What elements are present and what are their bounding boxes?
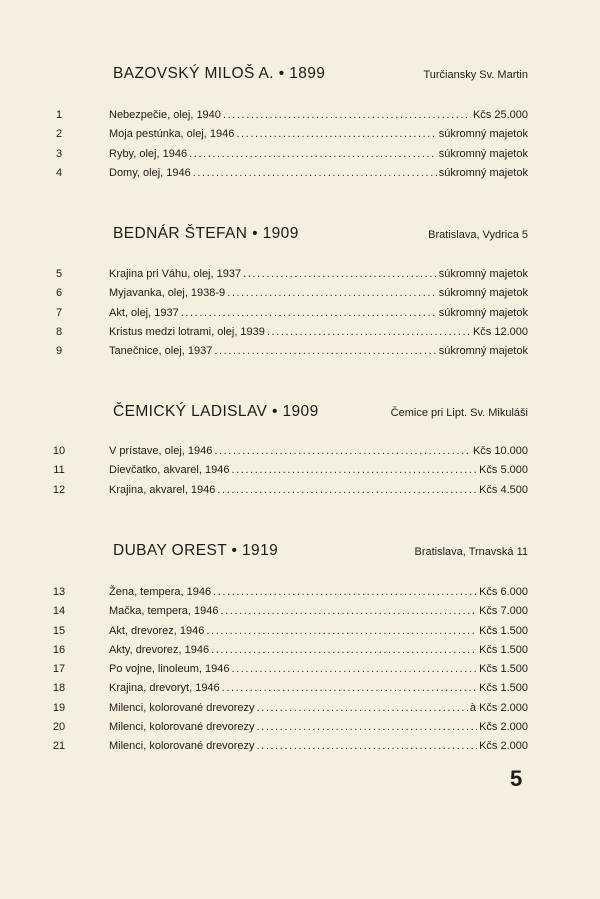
entry-number: 17 <box>52 663 66 676</box>
leader-dots <box>243 268 437 280</box>
list-item <box>0 109 600 128</box>
entry-owner: Kčs 7.000 <box>479 605 528 618</box>
entry-owner: súkromný majetok <box>438 268 528 280</box>
list-item <box>0 644 600 663</box>
entry-title: Kristus medzi lotrami, olej, 1939 <box>109 325 265 338</box>
entry-number: 20 <box>52 721 66 734</box>
entry-owner: Kčs 10.000 <box>472 445 528 457</box>
list-item <box>0 586 600 605</box>
entry-number: 15 <box>52 624 66 637</box>
entry-title: V prístave, olej, 1946 <box>109 445 213 457</box>
leader-dots <box>181 307 437 319</box>
list-item <box>0 740 600 759</box>
entry-title: Ryby, olej, 1946 <box>109 147 188 160</box>
entry-title: Dievčatko, akvarel, 1946 <box>109 464 230 477</box>
list-item <box>0 307 600 326</box>
artist-name: BAZOVSKÝ MILOŠ A. • 1899 <box>113 65 326 82</box>
entry-title: Domy, olej, 1946 <box>109 166 191 179</box>
artist-place: Turčiansky Sv. Martin <box>423 69 528 81</box>
leader-dots <box>257 702 468 714</box>
entry-owner: Kčs 4.500 <box>479 483 528 496</box>
entry-title: Moja pestúnka, olej, 1946 <box>109 128 235 141</box>
list-item <box>0 148 600 167</box>
entry-owner: súkromný majetok <box>438 306 528 319</box>
entry-owner: Kčs 2.000 <box>479 740 528 753</box>
entry-owner: Kčs 6.000 <box>479 586 528 598</box>
entry-number: 21 <box>52 740 66 753</box>
artist-header <box>113 403 528 425</box>
leader-dots <box>227 287 437 299</box>
entry-title: Krajina, drevoryt, 1946 <box>109 682 220 695</box>
list-item <box>0 663 600 682</box>
list-item <box>0 484 600 503</box>
entry-number: 12 <box>52 483 66 496</box>
leader-dots <box>211 644 477 656</box>
entry-title: Žena, tempera, 1946 <box>109 586 212 598</box>
list-item <box>0 445 600 464</box>
list-item <box>0 625 600 644</box>
entry-title: Tanečnice, olej, 1937 <box>109 345 213 358</box>
list-item <box>0 605 600 624</box>
artist-place: Bratislava, Trnavská 11 <box>414 546 528 558</box>
entry-number: 10 <box>52 445 66 457</box>
list-item <box>0 721 600 740</box>
entry-title: Akt, drevorez, 1946 <box>109 624 205 637</box>
entry-number: 3 <box>55 147 63 160</box>
artist-name: DUBAY OREST • 1919 <box>113 542 279 559</box>
leader-dots <box>214 345 436 357</box>
entry-owner: Kčs 12.000 <box>472 325 528 338</box>
entry-number: 6 <box>55 287 63 300</box>
page-number: 5 <box>510 766 523 791</box>
leader-dots <box>257 721 478 733</box>
entry-list <box>0 445 600 503</box>
entry-number: 1 <box>55 109 63 121</box>
leader-dots <box>217 484 477 496</box>
entry-owner: Kčs 5.000 <box>479 464 528 477</box>
entry-owner: súkromný majetok <box>438 345 528 358</box>
entry-title: Krajina, akvarel, 1946 <box>109 483 216 496</box>
artist-name: ČEMICKÝ LADISLAV • 1909 <box>113 403 319 420</box>
entry-number: 5 <box>55 268 63 280</box>
entry-owner: súkromný majetok <box>438 128 528 141</box>
entry-list <box>0 586 600 760</box>
entry-title: Akty, drevorez, 1946 <box>109 643 210 656</box>
entry-number: 16 <box>52 643 66 656</box>
list-item <box>0 268 600 287</box>
entry-number: 19 <box>52 701 66 714</box>
leader-dots <box>236 128 436 140</box>
entry-title: Akt, olej, 1937 <box>109 306 179 319</box>
entry-owner: Kčs 2.000 <box>479 721 528 734</box>
entry-title: Milenci, kolorované drevorezy <box>109 701 255 714</box>
artist-header <box>113 542 528 564</box>
artist-place: Bratislava, Vydrica 5 <box>428 229 528 241</box>
leader-dots <box>222 682 477 694</box>
entry-title: Milenci, kolorované drevorezy <box>109 721 255 734</box>
leader-dots <box>223 109 471 121</box>
entry-number: 8 <box>55 325 63 338</box>
list-item <box>0 464 600 483</box>
entry-number: 18 <box>52 682 66 695</box>
leader-dots <box>220 605 477 617</box>
entry-title: Krajina pri Váhu, olej, 1937 <box>109 268 242 280</box>
entry-number: 14 <box>52 605 66 618</box>
artist-header <box>113 65 528 87</box>
entry-owner: súkromný majetok <box>438 166 528 179</box>
entry-owner: Kčs 1.500 <box>479 643 528 656</box>
entry-title: Nebezpečie, olej, 1940 <box>109 109 221 121</box>
entry-number: 2 <box>55 128 63 141</box>
leader-dots <box>189 148 437 160</box>
leader-dots <box>231 464 477 476</box>
entry-number: 11 <box>53 464 65 477</box>
list-item <box>0 128 600 147</box>
entry-list <box>0 268 600 364</box>
entry-title: Po vojne, linoleum, 1946 <box>109 663 230 676</box>
leader-dots <box>257 740 478 752</box>
list-item <box>0 345 600 364</box>
leader-dots <box>213 586 477 598</box>
list-item <box>0 326 600 345</box>
leader-dots <box>193 167 437 179</box>
leader-dots <box>267 326 471 338</box>
list-item <box>0 287 600 306</box>
entry-title: Mačka, tempera, 1946 <box>109 605 219 618</box>
artist-header <box>113 225 528 247</box>
artist-name: BEDNÁR ŠTEFAN • 1909 <box>113 225 299 242</box>
list-item <box>0 167 600 186</box>
entry-number: 9 <box>55 345 63 358</box>
entry-owner: Kčs 1.500 <box>479 682 528 695</box>
entry-owner: Kčs 1.500 <box>479 663 528 676</box>
entry-number: 13 <box>52 586 66 598</box>
entry-title: Myjavanka, olej, 1938-9 <box>109 287 226 300</box>
entry-owner: súkromný majetok <box>438 287 528 300</box>
entry-number: 4 <box>55 166 63 179</box>
leader-dots <box>231 663 477 675</box>
entry-owner: Kčs 25.000 <box>472 109 528 121</box>
entry-owner: à Kčs 2.000 <box>469 701 528 714</box>
leader-dots <box>214 445 471 457</box>
list-item <box>0 682 600 701</box>
list-item <box>0 702 600 721</box>
entry-list <box>0 109 600 186</box>
leader-dots <box>206 625 477 637</box>
entry-owner: Kčs 1.500 <box>479 624 528 637</box>
entry-owner: súkromný majetok <box>438 147 528 160</box>
entry-number: 7 <box>55 306 63 319</box>
entry-title: Milenci, kolorované drevorezy <box>109 740 255 753</box>
artist-place: Čemice pri Lipt. Sv. Mikuláši <box>390 407 528 419</box>
